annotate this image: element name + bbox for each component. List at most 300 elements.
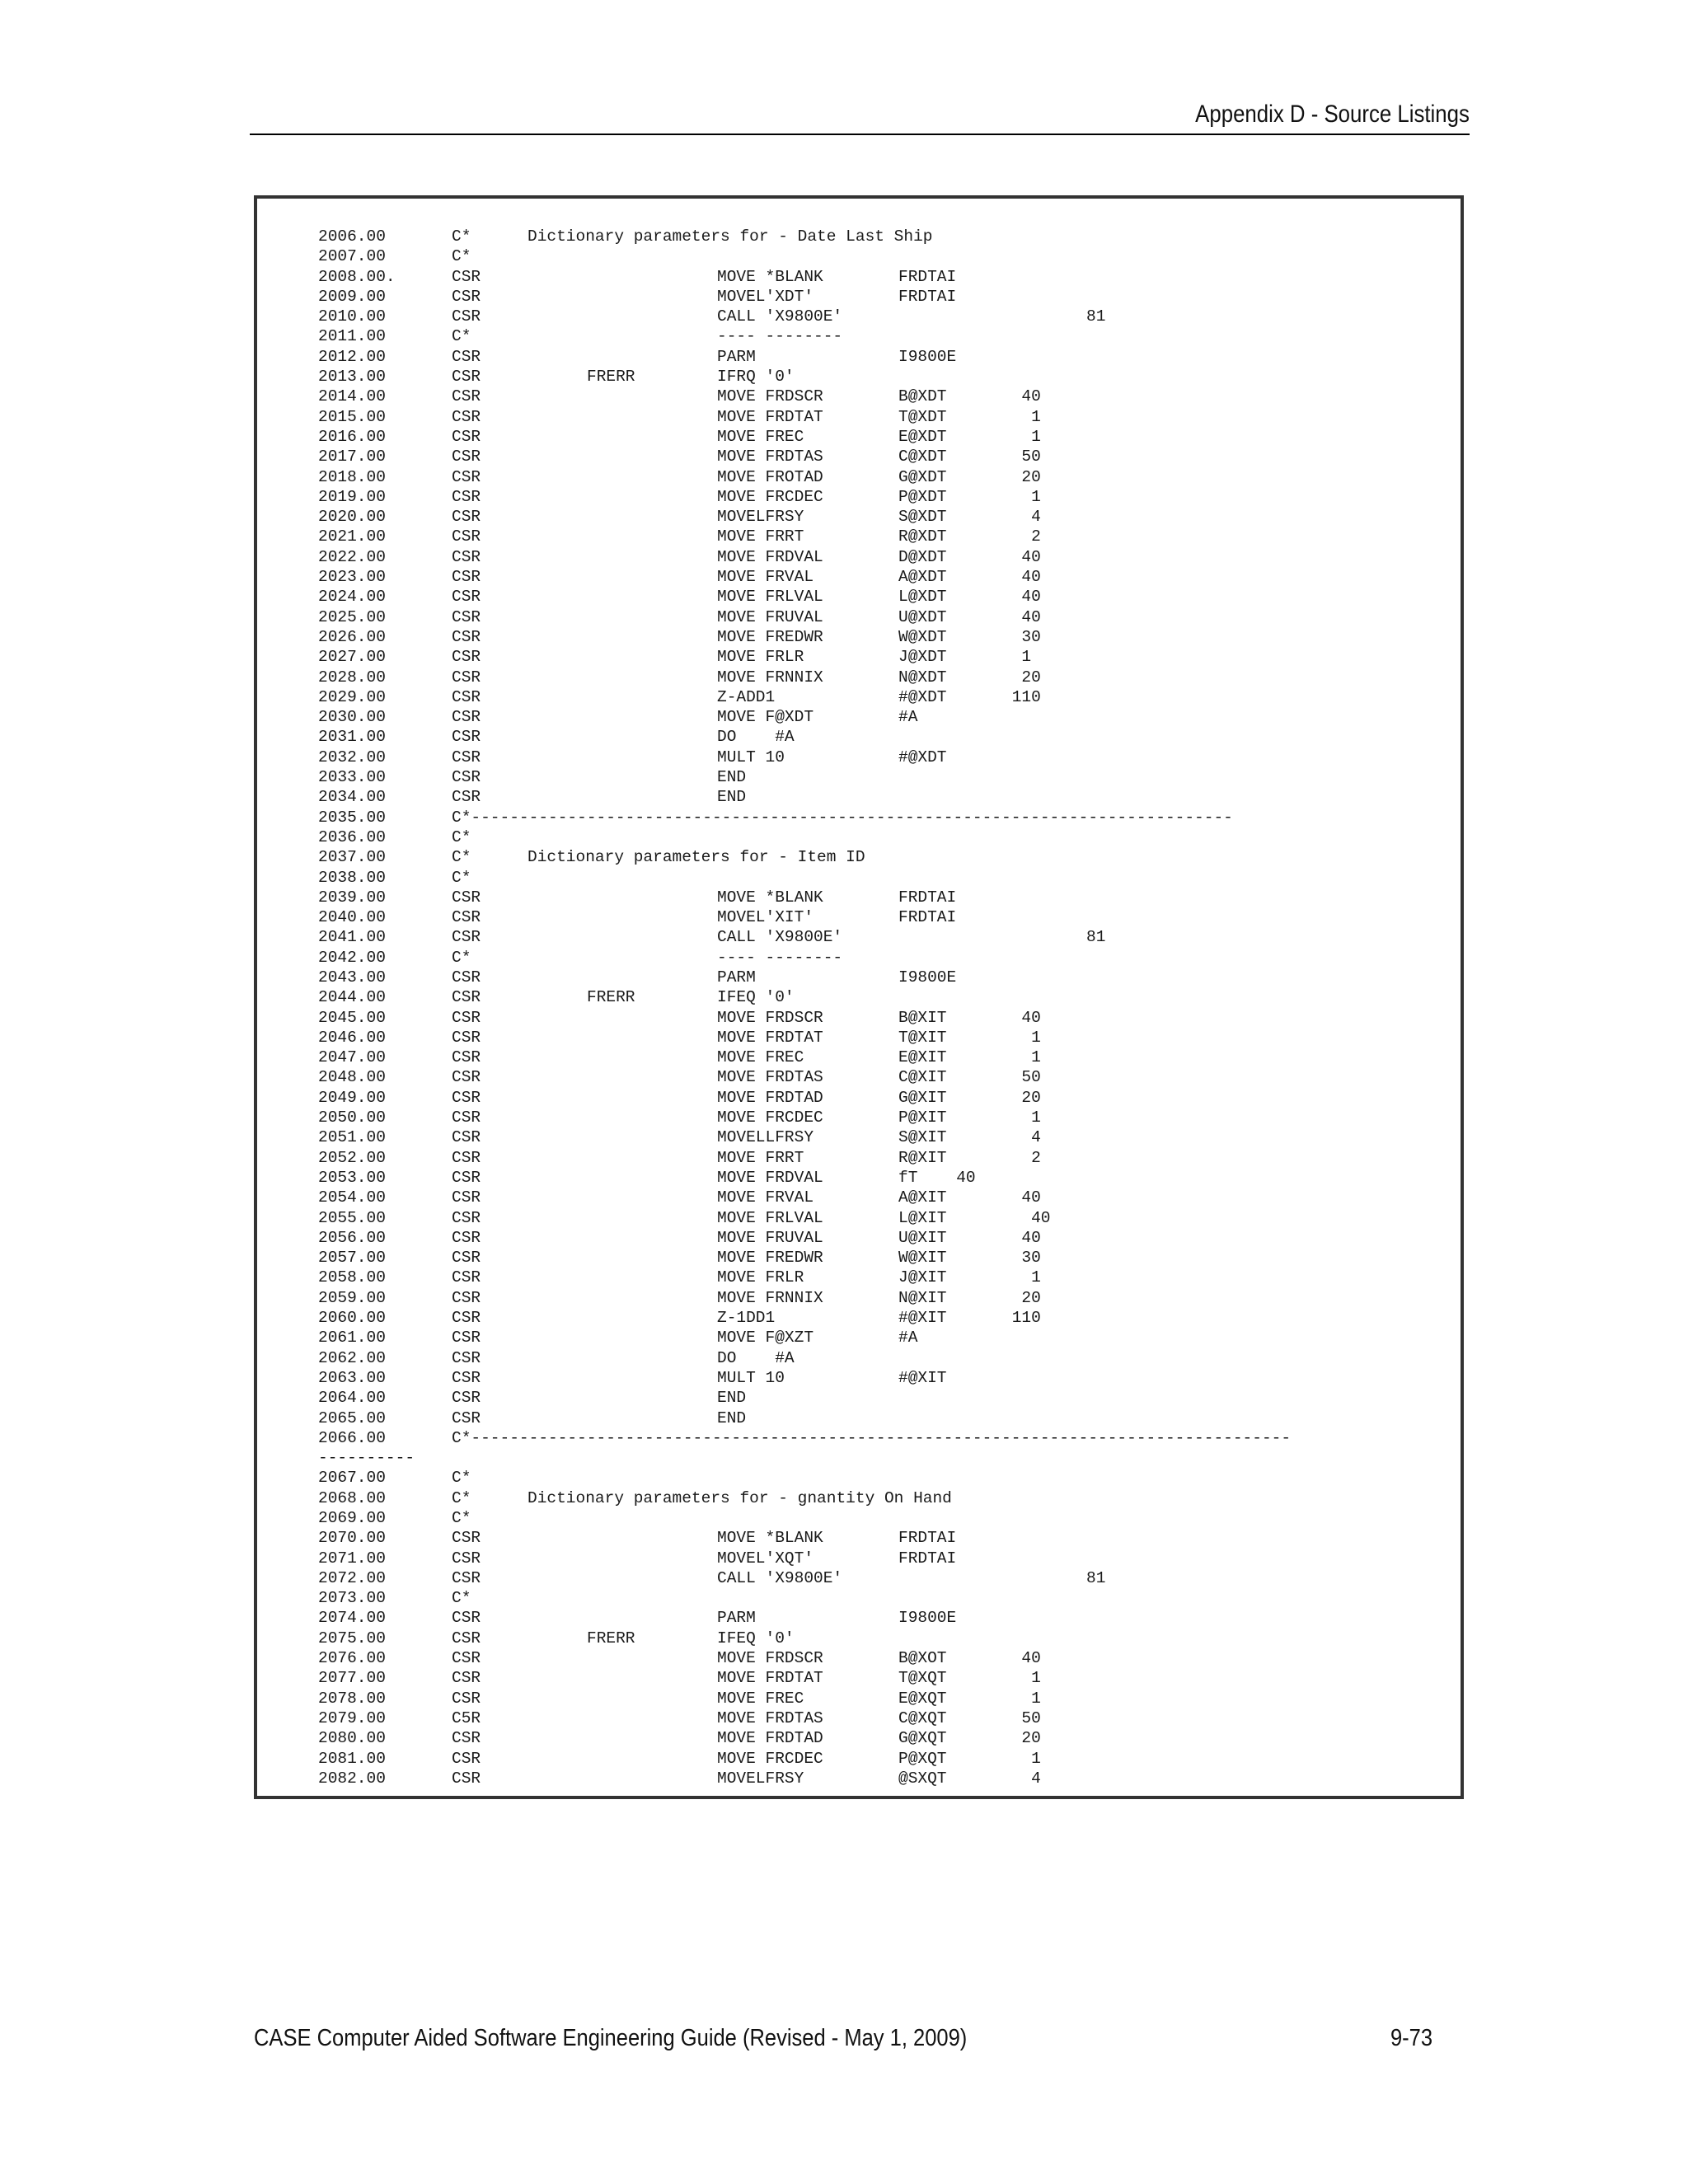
spec-type: CSR [452,968,481,987]
code-line [318,767,1447,787]
field-length: 1 [1002,1669,1041,1688]
sequence-number: 2072.00 [318,1568,386,1587]
code-line [318,587,1447,607]
sequence-number: 2079.00 [318,1708,386,1727]
operation: MOVE FRDSCR [717,1008,823,1027]
code-line [318,1769,1447,1788]
spec-type: CSR [452,1288,481,1307]
spec-type: CSR [452,928,481,947]
field-length: 30 [1002,627,1041,646]
operation: MOVE FRDSCR [717,387,823,406]
sequence-number: 2032.00 [318,748,386,766]
spec-type: CSR [452,1108,481,1127]
code-line [318,927,1447,947]
spec-type: CSR [452,668,481,687]
operation: MOVE F@XDT [717,708,814,727]
code-line [318,267,1447,287]
code-line [318,668,1447,687]
result-field: R@XDT [898,527,947,546]
code-line [318,1468,1447,1488]
spec-type: C* [452,227,471,246]
spec-type: CSR [452,1729,481,1748]
field-length: 40 [1002,568,1041,587]
operation: Z-ADD1 [717,687,776,706]
result-field: G@XQT [898,1729,947,1748]
spec-type: CSR [452,1048,481,1067]
operation: MOVE FREC [717,427,804,446]
sequence-number: 2013.00 [318,368,386,387]
code-line [318,1668,1447,1688]
operation: MOVELLFRSY [717,1128,814,1147]
code-line [318,1088,1447,1108]
sequence-number: 2067.00 [318,1469,386,1488]
code-line [318,1368,1447,1388]
sequence-number: 2062.00 [318,1348,386,1367]
result-field: S@XDT [898,508,947,527]
code-line [318,1648,1447,1668]
code-line [318,1629,1447,1648]
sequence-number: 2045.00 [318,1008,386,1027]
code-line [318,1749,1447,1769]
sequence-number: 2080.00 [318,1729,386,1748]
spec-type: CSR [452,687,481,706]
spec-type: CSR [452,267,481,286]
sequence-number: 2064.00 [318,1389,386,1408]
field-length: 50 [1002,1708,1041,1727]
operation: MOVE *BLANK [717,1529,823,1548]
field-length: 40 [1002,1188,1041,1207]
code-line [318,1708,1447,1728]
field-length: 4 [1002,508,1041,527]
sequence-number: 2018.00 [318,467,386,486]
code-line [318,1067,1447,1087]
field-length: 1 [1002,407,1041,426]
code-line [318,907,1447,927]
spec-type: CSR [452,1309,481,1328]
field-length: 40 [1002,607,1041,626]
operation: IFRQ '0' [717,368,795,387]
sequence-number: 2023.00 [318,568,386,587]
sequence-number: 2031.00 [318,728,386,747]
sequence-number: 2040.00 [318,908,386,927]
operation: CALL 'X9800E' [717,307,843,326]
operation: MOVE FRDTAT [717,1669,823,1688]
code-line [318,367,1447,387]
code-line [318,1248,1447,1268]
spec-type: CSR [452,1088,481,1107]
operation: MOVE FRDTAS [717,448,823,466]
operation: MOVE FREDWR [717,627,823,646]
spec-type: CSR [452,728,481,747]
result-field: I9800E [898,347,957,366]
result-field: J@XDT [898,648,947,667]
result-field: T@XQT [898,1669,947,1688]
result-field: #@XDT [898,748,947,766]
footer-document-title: CASE Computer Aided Software Engineering Guide (Revised - May 1, 2009) [254,2025,968,2051]
operation: ---- -------- [717,327,843,346]
field-length: 40 [1002,588,1041,607]
code-line [318,787,1447,807]
sequence-number: 2061.00 [318,1329,386,1347]
result-field: J@XIT [898,1268,947,1287]
field-length: 40 [1002,1208,1051,1227]
code-line [318,507,1447,527]
operation: MOVE F@XZT [717,1329,814,1347]
spec-type: CSR [452,427,481,446]
indicator: 81 [1086,307,1106,326]
result-field: U@XIT [898,1228,947,1247]
result-field: S@XIT [898,1128,947,1147]
result-field: FRDTAI [898,267,957,286]
sequence-number: 2035.00 [318,808,386,827]
field-length: 1 [1002,487,1041,506]
operation: IFEQ '0' [717,988,795,1007]
operation: PARM [717,968,756,987]
code-line [318,1148,1447,1168]
result-field: @SXQT [898,1769,947,1788]
result-field: G@XDT [898,467,947,486]
code-line [318,1268,1447,1287]
spec-type: CSR [452,487,481,506]
result-field: N@XDT [898,668,947,687]
sequence-number: 2020.00 [318,508,386,527]
field-length: 1 [1002,1749,1041,1768]
code-line [318,647,1447,667]
result-field: #A [898,708,918,727]
spec-type: CSR [452,1749,481,1768]
field-length: 1 [1002,1689,1041,1708]
comment-text: Dictionary parameters for - Item ID [528,848,865,867]
result-field: N@XIT [898,1288,947,1307]
sequence-number: 2029.00 [318,687,386,706]
operation: MOVE *BLANK [717,267,823,286]
result-field: P@XIT [898,1108,947,1127]
result-field: B@XDT [898,387,947,406]
result-field: E@XQT [898,1689,947,1708]
operation: MOVE FRDVAL [717,547,823,566]
source-listing [318,227,1447,1788]
code-line [318,467,1447,487]
result-field: #A [898,1329,918,1347]
result-field: C@XQT [898,1708,947,1727]
sequence-number: 2069.00 [318,1509,386,1527]
operation: MOVEL'XDT' [717,287,814,306]
result-field: T@XDT [898,407,947,426]
code-line [318,227,1447,246]
code-line [318,1448,1447,1468]
operation: DO #A [717,1348,795,1367]
field-length: 40 [1002,1228,1041,1247]
sequence-number: 2070.00 [318,1529,386,1548]
code-line [318,547,1447,567]
operation: CALL 'X9800E' [717,1568,843,1587]
field-length: 1 [1002,1108,1041,1127]
code-line [318,1228,1447,1248]
sequence-number: 2014.00 [318,387,386,406]
spec-type: CSR [452,467,481,486]
spec-type: CSR [452,788,481,807]
code-line [318,1328,1447,1347]
factor-one: FRERR [587,1629,635,1647]
sequence-number: 2021.00 [318,527,386,546]
result-field: D@XDT [898,547,947,566]
sequence-number: 2050.00 [318,1108,386,1127]
operation: END [717,788,747,807]
sequence-number: 2065.00 [318,1408,386,1427]
spec-type: CSR [452,708,481,727]
code-line [318,1127,1447,1147]
sequence-number: 2043.00 [318,968,386,987]
page-footer [254,2022,1432,2055]
sequence-number: 2053.00 [318,1168,386,1187]
operation: MOVE *BLANK [717,888,823,907]
spec-type: CSR [452,588,481,607]
result-field: P@XQT [898,1749,947,1768]
sequence-number: 2056.00 [318,1228,386,1247]
operation: Z-1DD1 [717,1309,776,1328]
operation: MOVE FRUVAL [717,1228,823,1247]
operation: MOVE FRVAL [717,1188,814,1207]
code-line [318,948,1447,968]
spec-type: C* [452,948,471,967]
operation: CALL 'X9800E' [717,928,843,947]
sequence-number: 2044.00 [318,988,386,1007]
field-length: 4 [1002,1128,1041,1147]
sequence-number: 2051.00 [318,1128,386,1147]
field-length: 1 [1002,1028,1041,1047]
result-field: E@XDT [898,427,947,446]
sequence-number: ---------- [318,1449,415,1468]
sequence-number: 2060.00 [318,1309,386,1328]
sequence-number: 2041.00 [318,928,386,947]
code-line [318,527,1447,546]
operation: MOVE FRVAL [717,568,814,587]
sequence-number: 2015.00 [318,407,386,426]
field-length: 2 [1002,1148,1041,1167]
operation: MOVE FRUVAL [717,607,823,626]
result-field: B@XOT [898,1649,947,1668]
operation: MOVE FRCDEC [717,487,823,506]
spec-type: CSR [452,347,481,366]
sequence-number: 2036.00 [318,827,386,846]
spec-type: CSR [452,768,481,787]
spec-type: CSR [452,1128,481,1147]
code-line [318,1008,1447,1028]
sequence-number: 2022.00 [318,547,386,566]
code-line [318,827,1447,847]
code-line [318,1588,1447,1608]
operation: END [717,768,747,787]
operation: MOVEL'XQT' [717,1549,814,1568]
operation: MOVE FRDVAL [717,1168,823,1187]
result-field: #@XIT [898,1368,947,1387]
sequence-number: 2077.00 [318,1669,386,1688]
code-line [318,1348,1447,1368]
spec-type: C* [452,1469,471,1488]
operation: MOVE FRLR [717,1268,804,1287]
sequence-number: 2011.00 [318,327,386,346]
field-length: 50 [1002,1068,1041,1087]
result-field: T@XIT [898,1028,947,1047]
field-length: 1 [1002,1048,1041,1067]
spec-type: CSR [452,1068,481,1087]
sequence-number: 2076.00 [318,1649,386,1668]
spec-type: C*------------------------------------------------------------------------------------- [452,1428,1292,1447]
spec-type: CSR [452,1649,481,1668]
code-line [318,847,1447,867]
operation: DO #A [717,728,795,747]
spec-type: CSR [452,607,481,626]
spec-type: CSR [452,1389,481,1408]
code-line [318,1047,1447,1067]
spec-type: CSR [452,307,481,326]
operation: MOVE FRDSCR [717,1649,823,1668]
footer-page-number: 9-73 [1390,2025,1432,2051]
spec-type: CSR [452,387,481,406]
sequence-number: 2026.00 [318,627,386,646]
sequence-number: 2039.00 [318,888,386,907]
sequence-number: 2074.00 [318,1609,386,1628]
sequence-number: 2059.00 [318,1288,386,1307]
code-line [318,1508,1447,1528]
spec-type: C* [452,247,471,266]
field-length: 20 [1002,1729,1041,1748]
sequence-number: 2009.00 [318,287,386,306]
code-line [318,1549,1447,1568]
spec-type: C* [452,868,471,887]
code-line [318,707,1447,727]
field-length: 110 [1002,687,1041,706]
sequence-number: 2027.00 [318,648,386,667]
result-field: L@XDT [898,588,947,607]
spec-type: CSR [452,1329,481,1347]
sequence-number: 2049.00 [318,1088,386,1107]
spec-type: CSR [452,1408,481,1427]
code-line [318,1528,1447,1548]
operation: MOVE FRDTAS [717,1708,823,1727]
code-line [318,987,1447,1007]
sequence-number: 2073.00 [318,1589,386,1608]
sequence-number: 2058.00 [318,1268,386,1287]
operation: MULT 10 [717,748,785,766]
code-line [318,427,1447,447]
field-length: 4 [1002,1769,1041,1788]
sequence-number: 2048.00 [318,1068,386,1087]
operation: MOVELFRSY [717,1769,804,1788]
code-line [318,1388,1447,1408]
indicator: 81 [1086,928,1106,947]
operation: MOVE FRRT [717,527,804,546]
sequence-number: 2081.00 [318,1749,386,1768]
spec-type: CSR [452,627,481,646]
sequence-number: 2006.00 [318,227,386,246]
comment-text: Dictionary parameters for - gnantity On Hand [528,1488,952,1507]
sequence-number: 2052.00 [318,1148,386,1167]
code-line [318,888,1447,907]
spec-type: CSR [452,508,481,527]
operation: ---- -------- [717,948,843,967]
indicator: 81 [1086,1568,1106,1587]
spec-type: C5R [452,1708,481,1727]
result-field: A@XIT [898,1188,947,1207]
code-line [318,307,1447,326]
field-length: 1 [1002,1268,1041,1287]
sequence-number: 2010.00 [318,307,386,326]
field-length: 1 [1002,648,1032,667]
operation: MOVE FRLVAL [717,588,823,607]
result-field: E@XIT [898,1048,947,1067]
sequence-number: 2055.00 [318,1208,386,1227]
spec-type: CSR [452,1529,481,1548]
result-field: #@XDT [898,687,947,706]
spec-type: CSR [452,1168,481,1187]
code-line [318,1608,1447,1628]
result-field: U@XDT [898,607,947,626]
operation: MOVELFRSY [717,508,804,527]
result-field: #@XIT [898,1309,947,1328]
operation: MOVE FRRT [717,1148,804,1167]
code-line [318,1108,1447,1127]
spec-type: CSR [452,888,481,907]
spec-type: CSR [452,1609,481,1628]
code-line [318,1689,1447,1708]
field-length: 110 [1002,1309,1041,1328]
spec-type: CSR [452,1148,481,1167]
operation: MOVE FRCDEC [717,1108,823,1127]
sequence-number: 2016.00 [318,427,386,446]
operation: MOVE FRLVAL [717,1208,823,1227]
result-field: C@XIT [898,1068,947,1087]
field-length: 50 [1002,448,1041,466]
operation: MOVE FRNNIX [717,668,823,687]
sequence-number: 2008.00. [318,267,396,286]
operation: MOVE FREC [717,1689,804,1708]
result-field: FRDTAI [898,888,957,907]
field-length: 40 [1002,1649,1041,1668]
sequence-number: 2078.00 [318,1689,386,1708]
operation: MOVE FRDTAD [717,1729,823,1748]
spec-type: CSR [452,1769,481,1788]
code-line [318,1188,1447,1207]
sequence-number: 2057.00 [318,1249,386,1268]
field-length: 40 [1002,547,1041,566]
sequence-number: 2082.00 [318,1769,386,1788]
operation: MOVEL'XIT' [717,908,814,927]
spec-type: C* [452,1488,471,1507]
code-line [318,407,1447,427]
spec-type: CSR [452,368,481,387]
spec-type: CSR [452,748,481,766]
code-line [318,968,1447,987]
spec-type: CSR [452,648,481,667]
code-line [318,387,1447,406]
code-line [318,868,1447,888]
spec-type: CSR [452,1348,481,1367]
result-field: I9800E [898,1609,957,1628]
operation: MOVE FRDTAD [717,1088,823,1107]
code-line [318,808,1447,827]
spec-type: CSR [452,547,481,566]
code-line [318,347,1447,367]
code-line [318,1288,1447,1308]
spec-type: CSR [452,407,481,426]
spec-type: C* [452,1509,471,1527]
source-listing-box [254,195,1464,1799]
sequence-number: 2019.00 [318,487,386,506]
sequence-number: 2025.00 [318,607,386,626]
code-line [318,1428,1447,1448]
spec-type: CSR [452,448,481,466]
